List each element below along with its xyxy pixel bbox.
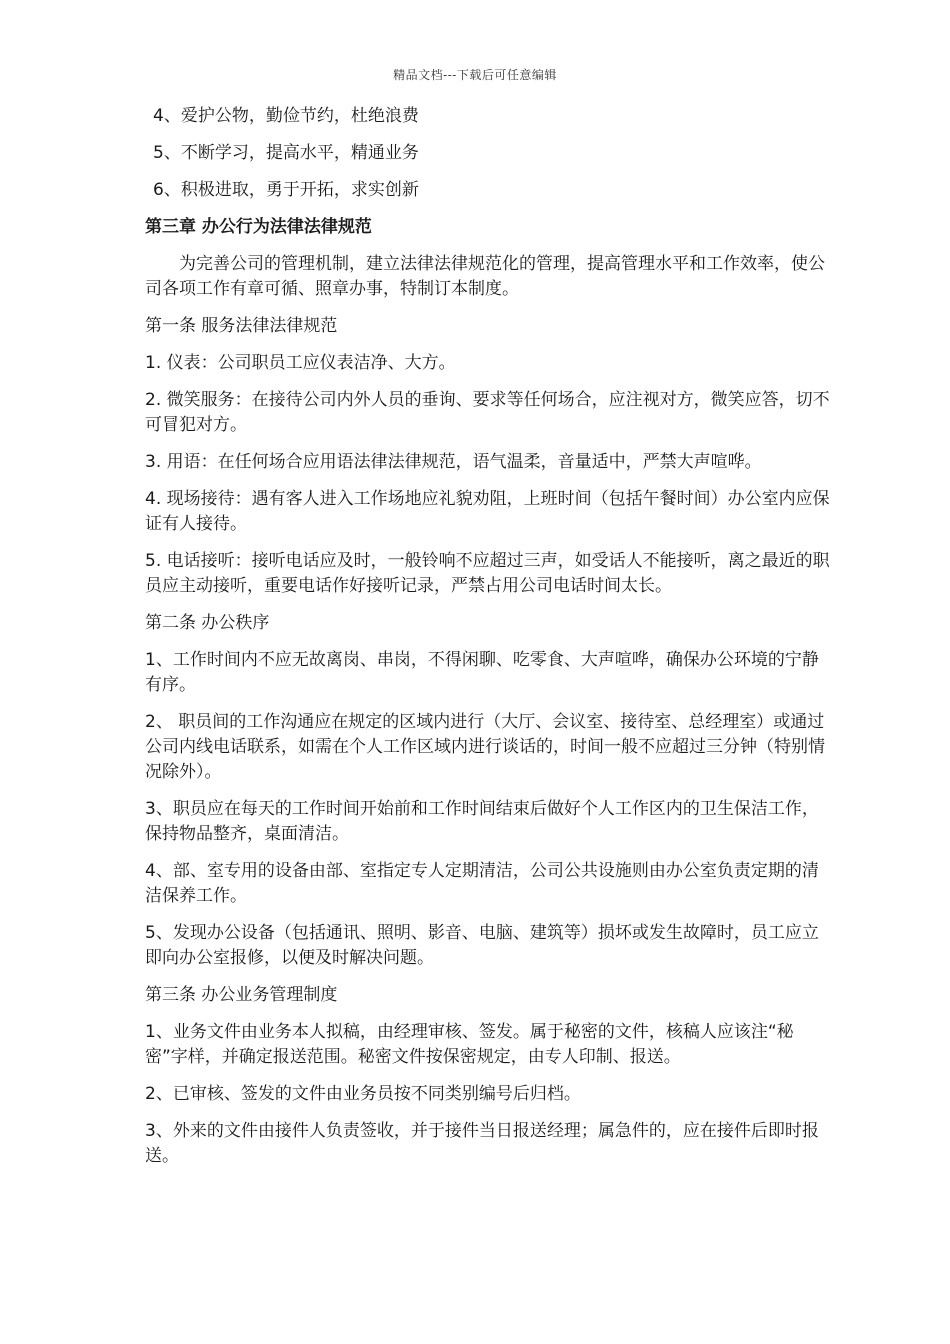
article-3-item: 1、业务文件由业务本人拟稿，由经理审核、签发。属于秘密的文件，核稿人应该注“秘密”字样，并确定报送范围。秘密文件按保密规定，由专人印制、报送。 <box>145 1022 794 1067</box>
principle-item-4: 4、爱护公物，勤俭节约，杜绝浪费 <box>153 106 419 126</box>
chapter-title: 第三章 办公行为法律法律规范 <box>145 217 372 237</box>
article-1-title: 第一条 服务法律法律规范 <box>145 316 338 336</box>
article-3-item: 2、已审核、签发的文件由业务员按不同类别编号后归档。 <box>145 1084 581 1104</box>
page-header: 精品文档---下载后可任意编辑 <box>393 68 557 82</box>
article-2-item: 2、 职员间的工作沟通应在规定的区域内进行（大厅、会议室、接待室、总经理室）或通过公司内线电话联系，如需在个人工作区域内进行谈话的，时间一般不应超过三分钟（特别情况除外）。 <box>145 712 825 782</box>
article-3-item: 3、外来的文件由接件人负责签收，并于接件当日报送经理；属急件的，应在接件后即时报送。 <box>145 1121 819 1166</box>
article-2-item: 5、发现办公设备（包括通讯、照明、影音、电脑、建筑等）损坏或发生故障时，员工应立即向办公室报修，以便及时解决问题。 <box>145 923 819 968</box>
document-body <box>145 104 833 1181</box>
article-1-item: 4. 现场接待：遇有客人进入工作场地应礼貌劝阻，上班时间（包括午餐时间）办公室内应保证有人接待。 <box>145 489 830 534</box>
principle-item-5: 5、不断学习，提高水平，精通业务 <box>153 143 419 163</box>
article-3-title: 第三条 办公业务管理制度 <box>145 985 338 1005</box>
article-1-item: 3. 用语：在任何场合应用语法律法律规范，语气温柔，音量适中，严禁大声喧哗。 <box>145 452 762 472</box>
article-1-item: 5. 电话接听：接听电话应及时，一般铃响不应超过三声，如受话人不能接听，离之最近的职员应主动接听，重要电话作好接听记录，严禁占用公司电话时间太长。 <box>145 551 830 596</box>
principle-item-6: 6、积极进取，勇于开拓，求实创新 <box>153 180 419 200</box>
chapter-intro: 为完善公司的管理机制，建立法律法律规范化的管理，提高管理水平和工作效率，使公司各项工作有章可循、照章办事，特制订本制度。 <box>145 254 825 299</box>
article-2-item: 3、职员应在每天的工作时间开始前和工作时间结束后做好个人工作区内的卫生保洁工作，保持物品整齐，桌面清洁。 <box>145 799 819 844</box>
article-2-title: 第二条 办公秩序 <box>145 613 270 633</box>
article-2-item: 4、部、室专用的设备由部、室指定专人定期清洁，公司公共设施则由办公室负责定期的清洁保养工作。 <box>145 861 819 906</box>
article-1-item: 1. 仪表：公司职员工应仪表洁净、大方。 <box>145 353 456 373</box>
article-2-item: 1、工作时间内不应无故离岗、串岗，不得闲聊、吃零食、大声喧哗，确保办公环境的宁静有序。 <box>145 650 819 695</box>
article-1-item: 2. 微笑服务：在接待公司内外人员的垂询、要求等任何场合，应注视对方，微笑应答，切不可冒犯对方。 <box>145 390 830 435</box>
